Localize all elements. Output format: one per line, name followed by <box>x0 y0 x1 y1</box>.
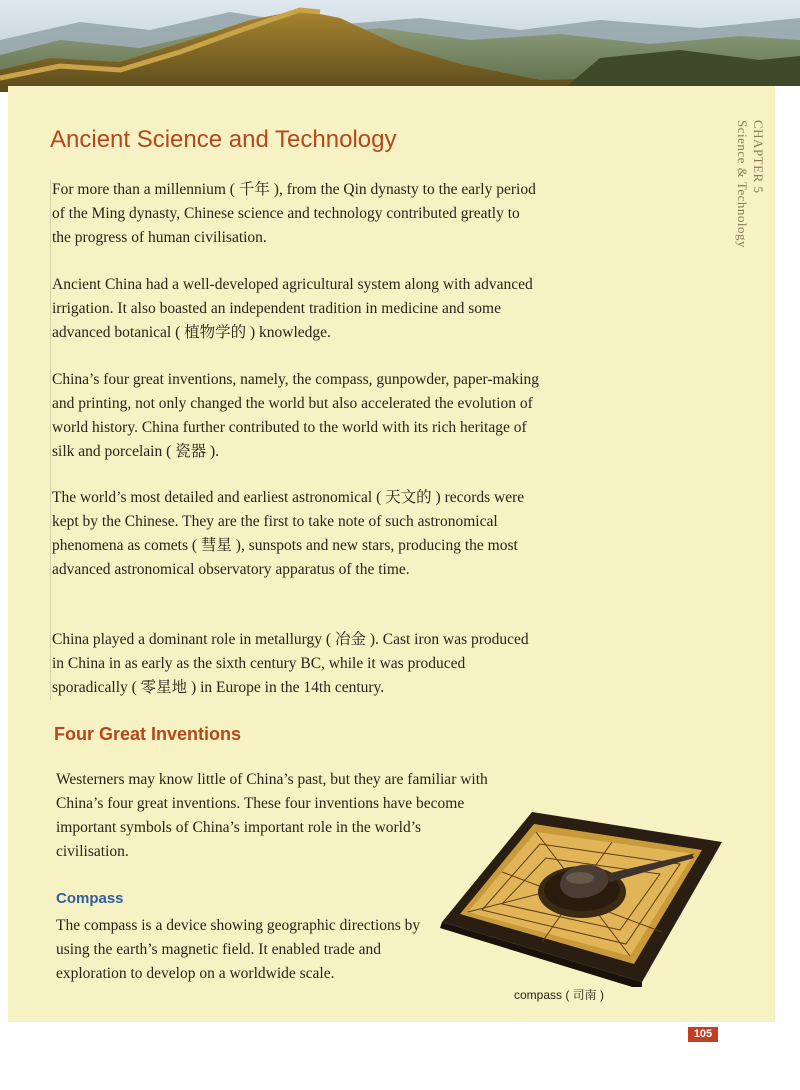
page-margin <box>775 86 800 1022</box>
margin-rule <box>50 180 51 700</box>
paragraph-westerners: Westerners may know little of China’s past, but they are familiar with China’s four great inventions. These four inventions have become important symbols of China’s important role in the world’s civilisation. <box>56 771 488 860</box>
paragraph-metallurgy: China played a dominant role in metallurgy ( 冶金 ). Cast iron was produced in China in as early as the sixth century BC, while it was produced sporadically ( 零星地 ) in Europe in the 14th century. <box>52 631 529 696</box>
paragraph-millennium: For more than a millennium ( 千年 ), from the Qin dynasty to the early period of the Ming dynasty, Chinese science and technology contributed greatly to the progress of human civilisation. <box>52 181 536 246</box>
paragraph-agriculture: Ancient China had a well-developed agricultural system along with advanced irrigation. It also boasted an independent tradition in medicine and some advanced botanical ( 植物学的 ) knowledge. <box>52 276 533 341</box>
subsection-heading-compass: Compass <box>56 890 124 907</box>
chapter-subtitle: Science & Technology <box>735 120 750 248</box>
paragraph-astronomy: The world’s most detailed and earliest astronomical ( 天文的 ) records were kept by the Chinese. They are the first to take note of such astronomical phenomena as comets ( 彗星 ), sunspots and new stars, producing the most advanced astronomical observatory apparatus of the time. <box>52 489 525 578</box>
figure-caption: compass ( 司南 ) <box>514 988 605 1002</box>
paragraph-compass: The compass is a device showing geographic directions by using the earth’s magnetic field. It enabled trade and exploration to develop on a worldwide scale. <box>56 917 421 982</box>
chapter-number: CHAPTER 5 <box>751 120 766 194</box>
section-heading-four-great-inventions: Four Great Inventions <box>54 724 242 744</box>
compass-illustration <box>422 792 722 987</box>
page-number-badge: 105 <box>688 1027 718 1042</box>
page-title: Ancient Science and Technology <box>50 126 397 153</box>
paragraph-inventions: China’s four great inventions, namely, the compass, gunpowder, paper-making and printing, not only changed the world but also accelerated the evolution of world history. China further contributed to the world with its rich heritage of silk and porcelain ( 瓷器 ). <box>52 371 540 460</box>
great-wall-banner-image <box>0 0 800 92</box>
chapter-side-label <box>728 120 768 260</box>
